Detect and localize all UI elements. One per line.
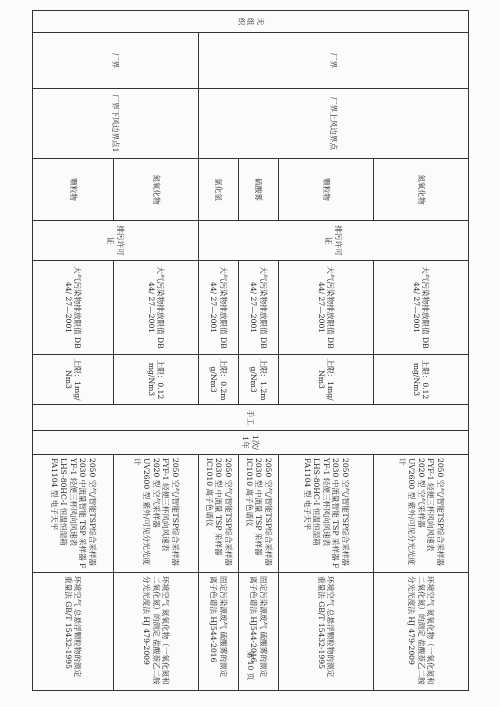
point-cell: 厂界下风边界点1 — [33, 89, 199, 159]
equipment-cell: 2050 空气/智能TSP综合采样器 2030 型 中流量 TSP 采样器 IC1010 离子色谱仪 — [199, 455, 239, 573]
limit-cell: 上限：0.12mg/Nm3 — [374, 355, 469, 405]
permit-cell: 排污许可证 — [199, 221, 469, 261]
analysis-cell: 环境空气 总悬浮颗粒物的测定 重量法 GB/T 15432-1995 — [33, 573, 114, 691]
limit-cell: 上限：0.2mg/Nm3 — [199, 355, 239, 405]
pollutant-cell: 颗粒物 — [279, 159, 374, 221]
monitoring-table — [32, 10, 469, 691]
permit-cell: 排污许可证 — [33, 221, 199, 261]
analysis-cell: 固定污染源废气 硫酸雾的测定 离子色谱法 HJ544-2016 — [199, 573, 239, 691]
analysis-cell: 环境空气 氮氧化物（一氧化氮和二氧化氮）的测定 盐酸萘乙二胺分光光度法 HJ 479-2009 — [114, 573, 199, 691]
page-number: 第 10 页 — [246, 650, 256, 680]
analysis-cell: 固定污染源废气 硫酸雾的测定 离子色谱法 HJ544-2016 — [239, 573, 279, 691]
table-row — [114, 11, 199, 691]
standard-cell: 大气污染物排放限值 DB44/ 27—2001 — [114, 261, 199, 355]
method-cell: 手工 — [33, 405, 469, 431]
rotated-table-frame — [33, 10, 469, 690]
point-cell: 厂界上风边界点 — [199, 89, 469, 159]
equipment-cell: 2050 空气/智能TSP综合采样器 FYF-1 轻便三杯风向风速表 2020 型 空气采样器 UV2600 型 紫外/可见分光光度计 — [114, 455, 199, 573]
frequency-cell: 1次/1年 — [33, 431, 469, 455]
analysis-cell: 环境空气 总悬浮颗粒物的测定 重量法 GB/T 15432-1995 — [279, 573, 374, 691]
limit-cell: 上限：1mg/Nm3 — [279, 355, 374, 405]
limit-cell: 上限：0.12mg/Nm3 — [114, 355, 199, 405]
pollutant-cell: 颗粒物 — [33, 159, 114, 221]
standard-cell: 大气污染物排放限值 DB44/ 27—2001 — [374, 261, 469, 355]
pollutant-cell: 氮氧化物 — [114, 159, 199, 221]
equipment-cell: 2050 空气/智能TSP综合采样器 2030 中流量智能 TSP 采样器 FYF-1 轻便三杯风向风速表 LHS-80HC-I 恒温恒湿箱 FA1104 型 电子天平 — [33, 455, 114, 573]
pollutant-cell: 氯化氢 — [199, 159, 239, 221]
equipment-cell: 2050 空气/智能TSP综合采样器 2030 中流量智能 TSP 采样器 FYF-1 轻便三杯风向风速表 LHS-80HC-I 恒温恒湿箱 FA1104 型 电子天平 — [279, 455, 374, 573]
pollutant-cell: 氮氧化物 — [374, 159, 469, 221]
site-cell: 无组织 — [33, 11, 469, 33]
location-cell: 厂界 — [33, 33, 199, 89]
equipment-cell: 2050 空气/智能TSP综合采样器 FYF-1 轻便三杯风向风速表 2020 型 空气采样器 UV2600 型 紫外/可见分光光度计 — [374, 455, 469, 573]
page-footer — [244, 645, 258, 685]
standard-cell: 大气污染物排放限值 DB44/ 27—2001 — [33, 261, 114, 355]
table-row — [374, 11, 469, 691]
standard-cell: 大气污染物排放限值 DB44/ 27—2001 — [239, 261, 279, 355]
pollutant-cell: 硫酸雾 — [239, 159, 279, 221]
analysis-cell: 环境空气 氮氧化物（一氧化氮和二氧化氮）的测定 盐酸萘乙二胺分光光度法 HJ 479-2009 — [374, 573, 469, 691]
limit-cell: 上限：1mg/Nm3 — [33, 355, 114, 405]
limit-cell: 上限：1.2mg/Nm3 — [239, 355, 279, 405]
equipment-cell: 2050 空气/智能TSP综合采样器 2030 型 中流量 TSP 采样器 IC1010 离子色谱仪 — [239, 455, 279, 573]
standard-cell: 大气污染物排放限值 DB44/ 27—2001 — [199, 261, 239, 355]
standard-cell: 大气污染物排放限值 DB44/ 27—2001 — [279, 261, 374, 355]
location-cell: 厂界 — [199, 33, 469, 89]
